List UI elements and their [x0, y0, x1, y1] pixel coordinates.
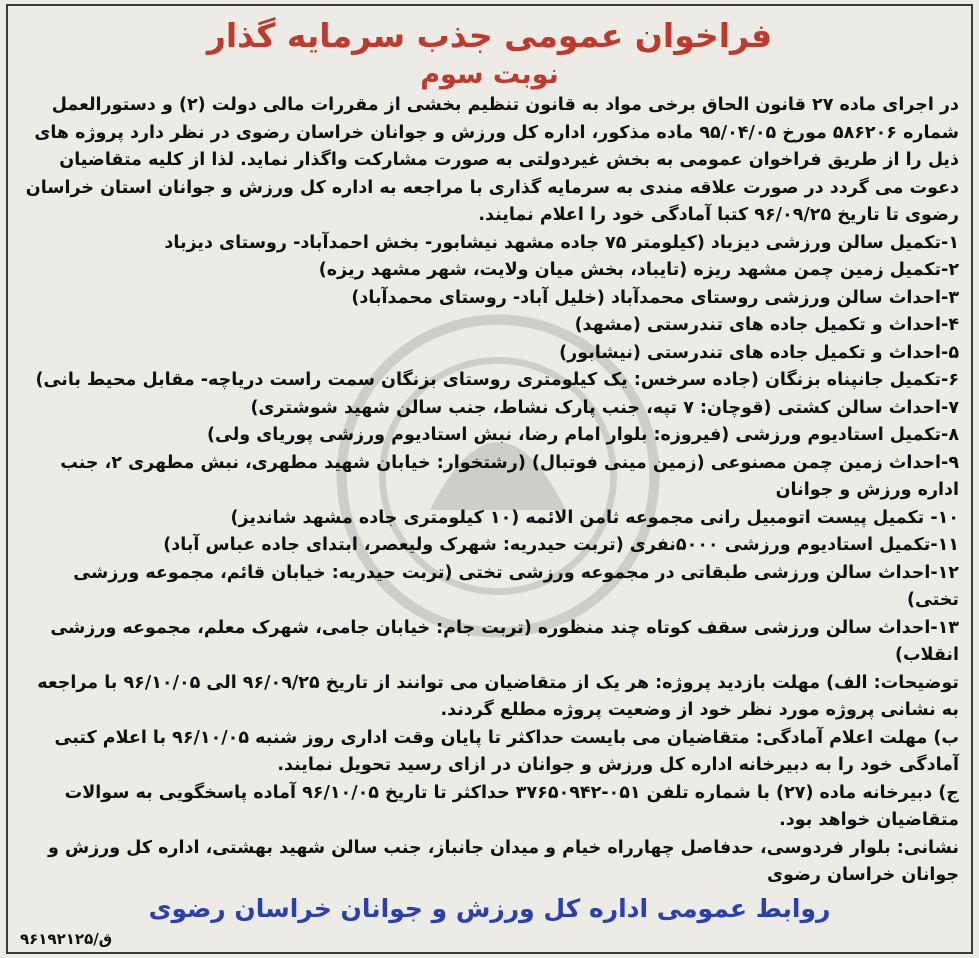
project-item: ۳-احداث سالن ورزشی روستای محمدآباد (خلیل آباد- روستای محمدآباد) — [351, 287, 959, 308]
note-b-text: : متقاضیان می بایست حداکثر تا پایان وقت اداری روز شنبه ۹۶/۱۰/۰۵ با اعلام کتبی آمادگی خود را به دبیرخانه اداره کل ورزش و جوانان در ازای رسید تحویل نمایند. — [54, 727, 959, 775]
project-item: ۵-احداث و تکمیل جاده های تندرستی (نیشابور) — [559, 342, 959, 363]
project-item: ۴-احداث و تکمیل جاده های تندرستی (مشهد) — [574, 315, 959, 335]
project-item: ۱-تکمیل سالن ورزشی دیزباد (کیلومتر ۷۵ جاده مشهد نیشابور- بخش احمدآباد- روستای دیزباد — [164, 232, 959, 253]
project-list — [20, 230, 959, 670]
intro-paragraph: در اجرای ماده ۲۷ قانون الحاق برخی مواد به قانون تنظیم بخشی از مقررات مالی دولت (۲) و دستورالعمل شماره ۵۸۶۲۰۶ مورخ ۹۵/۰۴/۰۵ ماده مذکور، اداره کل ورزش و جوانان خراسان رضوی در نظر دارد پروژه های ذیل را از طریق فراخوان عمومی به بخش غیردولتی به صورت مشارکت واگذار نماید. لذا از کلیه متقاضیان دعوت می گردد در صورت علاقه مندی به سرمایه گذاری با مراجعه به اداره کل ورزش و جوانان استان خراسان رضوی تا تاریخ ۹۶/۰۹/۲۵ کتبا آمادگی خود را اعلام نمایند. — [25, 95, 959, 225]
project-item: ۱۲-احداث سالن ورزشی طبقاتی در مجموعه ورزشی تختی (تربت حیدریه: خیابان قائم، مجموعه ورزشی تختی) — [73, 562, 959, 610]
project-item: ۹-احداث زمین چمن مصنوعی (زمین مینی فوتبال) (رشتخوار: خیابان شهید مطهری، نبش مطهری ۲، جنب اداره ورزش و جوانان — [60, 452, 959, 500]
note-secretariat: ج) دبیرخانه ماده (۲۷) با شماره تلفن ۰۵۱-۳۷۶۵۰۹۴۲ حداکثر تا تاریخ ۹۶/۱۰/۰۵ آماده پاسخگویی به سوالات متقاضیان خواهد بود. — [64, 782, 959, 830]
project-item: ۲-تکمیل زمین چمن مشهد ریزه (تایباد، بخش میان ولایت، شهر مشهد ریزه) — [318, 260, 959, 280]
project-item: ۱۱-تکمیل استادیوم ورزشی ۵۰۰۰نفری (تربت حیدریه: شهرک ولیعصر، ابتدای جاده عباس آباد) — [163, 535, 959, 555]
announcement-title: فراخوان عمومی جذب سرمایه گذار — [206, 16, 773, 55]
note-visit-deadline — [20, 670, 959, 725]
project-item: ۶-تکمیل جانپناه بزنگان (جاده سرخس: یک کیلومتری روستای بزنگان سمت راست دریاچه- مقابل محیط بانی) — [35, 370, 959, 390]
project-item: ۱۳-احداث سالن ورزشی سقف کوتاه چند منظوره (تربت جام: خیابان جامی، شهرک معلم، مجموعه ورزشی انقلاب) — [50, 617, 959, 665]
address: نشانی: بلوار فردوسی، حدفاصل چهارراه خیام و میدان جانباز، جنب سالن شهید بهشتی، اداره کل ورزش و جوانان خراسان رضوی — [47, 837, 959, 885]
note-a-text: هر یک از متقاضیان می توانند از تاریخ ۹۶/۰۹/۲۵ الی ۹۶/۱۰/۰۵ با مراجعه به نشانی پروژه مورد نظر خود از وضعیت پروژه مطلع گردند. — [37, 672, 959, 720]
note-readiness-deadline — [20, 725, 959, 780]
signature: روابط عمومی اداره کل ورزش و جوانان خراسان رضوی — [148, 893, 831, 923]
announcement-frame — [6, 4, 973, 954]
ad-code: ۹۶۱۹۲۱۲۵/ق — [20, 930, 113, 948]
project-item: ۷-احداث سالن کشتی (قوچان: ۷ تپه، جنب پارک نشاط، جنب سالن شهید شوشتری) — [250, 397, 959, 418]
note-b-label: ب) مهلت اعلام آمادگی — [762, 727, 959, 748]
note-a-label: توضیحات: الف) مهلت بازدید پروژه: — [655, 672, 959, 693]
project-item: ۸-تکمیل استادیوم ورزشی (فیروزه: بلوار امام رضا، نبش استادیوم ورزشی پوریای ولی) — [206, 425, 959, 445]
project-item: ۱۰- تکمیل پیست اتومبیل رانی مجموعه ثامن الائمه (۱۰ کیلومتری جاده مشهد شاندیز) — [230, 507, 959, 528]
announcement-round: نوبت سوم — [420, 59, 559, 90]
